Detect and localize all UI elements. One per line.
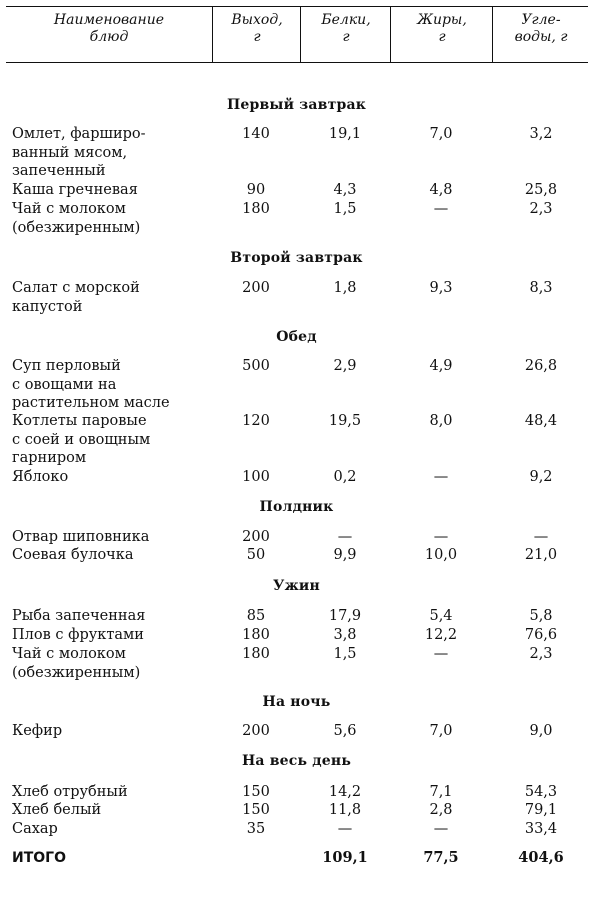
dish-carbs: 8,3: [529, 280, 553, 296]
header-bottom-rule: [6, 62, 588, 63]
dish-name: Котлеты паровые с соей и овощным гарниром: [12, 413, 151, 466]
dish-protein: 0,2: [333, 469, 357, 485]
header-name: Наименование блюд: [53, 12, 165, 45]
dish-carbs: —: [533, 529, 549, 545]
dish-protein: 17,9: [328, 608, 362, 624]
header-top-rule: [6, 6, 588, 7]
dish-protein: 11,8: [328, 802, 362, 818]
dish-protein: 1,8: [333, 280, 357, 296]
dish-protein: 9,9: [333, 547, 357, 563]
dish-fat: —: [433, 469, 449, 485]
header-yield: Выход, г: [231, 12, 283, 45]
dish-yield: 90: [246, 182, 266, 198]
dish-fat: —: [433, 201, 449, 217]
dish-name: Каша гречневая: [12, 182, 138, 198]
section-title: Обед: [276, 329, 317, 345]
header-divider: [212, 6, 213, 62]
dish-fat: 4,9: [429, 358, 453, 374]
dish-yield: 140: [242, 126, 270, 142]
dish-protein: 2,9: [333, 358, 357, 374]
dish-carbs: 33,4: [524, 821, 558, 837]
dish-protein: 1,5: [333, 201, 357, 217]
dish-name: Салат с морской капустой: [12, 280, 140, 315]
dish-carbs: 76,6: [524, 627, 558, 643]
dish-carbs: 3,2: [529, 126, 553, 142]
dish-carbs: 9,2: [529, 469, 553, 485]
header-protein: Белки, г: [321, 12, 371, 45]
dish-carbs: 5,8: [529, 608, 553, 624]
dish-protein: 1,5: [333, 646, 357, 662]
dish-name: Кефир: [12, 723, 63, 739]
dish-name: Чай с молоком (обезжиренным): [12, 646, 141, 681]
total-label: ИТОГО: [12, 850, 66, 866]
dish-fat: 2,8: [429, 802, 453, 818]
dish-name: Хлеб отрубный: [12, 784, 128, 800]
dish-fat: 4,8: [429, 182, 453, 198]
dish-carbs: 21,0: [524, 547, 558, 563]
dish-protein: 19,1: [328, 126, 362, 142]
dish-fat: 8,0: [429, 413, 453, 429]
dish-yield: 200: [242, 280, 270, 296]
dish-yield: 500: [242, 358, 270, 374]
dish-name: Рыба запеченная: [12, 608, 146, 624]
dish-fat: 7,0: [429, 723, 453, 739]
dish-protein: 14,2: [328, 784, 362, 800]
dish-protein: —: [337, 529, 353, 545]
dish-carbs: 26,8: [524, 358, 558, 374]
dish-fat: —: [433, 529, 449, 545]
dish-fat: —: [433, 646, 449, 662]
dish-yield: 35: [246, 821, 266, 837]
dish-fat: 7,1: [429, 784, 453, 800]
dish-yield: 200: [242, 723, 270, 739]
header-carbs: Угле- воды, г: [514, 12, 568, 45]
dish-protein: 3,8: [333, 627, 357, 643]
total-carbs: 404,6: [518, 849, 564, 866]
dish-carbs: 25,8: [524, 182, 558, 198]
dish-name: Сахар: [12, 821, 58, 837]
header-divider: [300, 6, 301, 62]
section-title: На весь день: [241, 753, 352, 769]
dish-protein: 4,3: [333, 182, 357, 198]
dish-yield: 100: [242, 469, 270, 485]
dish-carbs: 79,1: [524, 802, 558, 818]
section-title: Второй завтрак: [230, 250, 363, 266]
dish-carbs: 54,3: [524, 784, 558, 800]
dish-yield: 85: [246, 608, 266, 624]
dish-name: Отвар шиповника: [12, 529, 150, 545]
dish-name: Соевая булочка: [12, 547, 134, 563]
dish-yield: 150: [242, 802, 270, 818]
section-title: Ужин: [273, 578, 320, 594]
header-divider: [390, 6, 391, 62]
dish-carbs: 9,0: [529, 723, 553, 739]
dish-yield: 180: [242, 201, 270, 217]
dish-fat: 7,0: [429, 126, 453, 142]
dish-name: Суп перловый с овощами на растительном масле: [12, 358, 170, 411]
dish-yield: 120: [242, 413, 270, 429]
section-title: Первый завтрак: [226, 97, 367, 113]
dish-yield: 180: [242, 627, 270, 643]
dish-protein: —: [337, 821, 353, 837]
total-fat: 77,5: [423, 849, 459, 866]
dish-yield: 180: [242, 646, 270, 662]
dish-name: Омлет, фарширо- ванный мясом, запеченный: [12, 126, 146, 179]
dish-name: Чай с молоком (обезжиренным): [12, 201, 141, 236]
dish-carbs: 2,3: [529, 646, 553, 662]
dish-fat: 10,0: [424, 547, 458, 563]
header-divider: [492, 6, 493, 62]
dish-yield: 200: [242, 529, 270, 545]
dish-name: Хлеб белый: [12, 802, 102, 818]
dish-fat: 9,3: [429, 280, 453, 296]
dish-protein: 19,5: [328, 413, 362, 429]
dish-name: Яблоко: [12, 469, 69, 485]
dish-yield: 50: [246, 547, 266, 563]
dish-protein: 5,6: [333, 723, 357, 739]
section-title: Полдник: [259, 499, 334, 515]
dish-fat: —: [433, 821, 449, 837]
dish-fat: 5,4: [429, 608, 453, 624]
section-title: На ночь: [262, 694, 331, 710]
header-fat: Жиры, г: [417, 12, 467, 45]
dish-yield: 150: [242, 784, 270, 800]
dish-carbs: 48,4: [524, 413, 558, 429]
dish-carbs: 2,3: [529, 201, 553, 217]
total-protein: 109,1: [322, 849, 368, 866]
dish-name: Плов с фруктами: [12, 627, 144, 643]
dish-fat: 12,2: [424, 627, 458, 643]
